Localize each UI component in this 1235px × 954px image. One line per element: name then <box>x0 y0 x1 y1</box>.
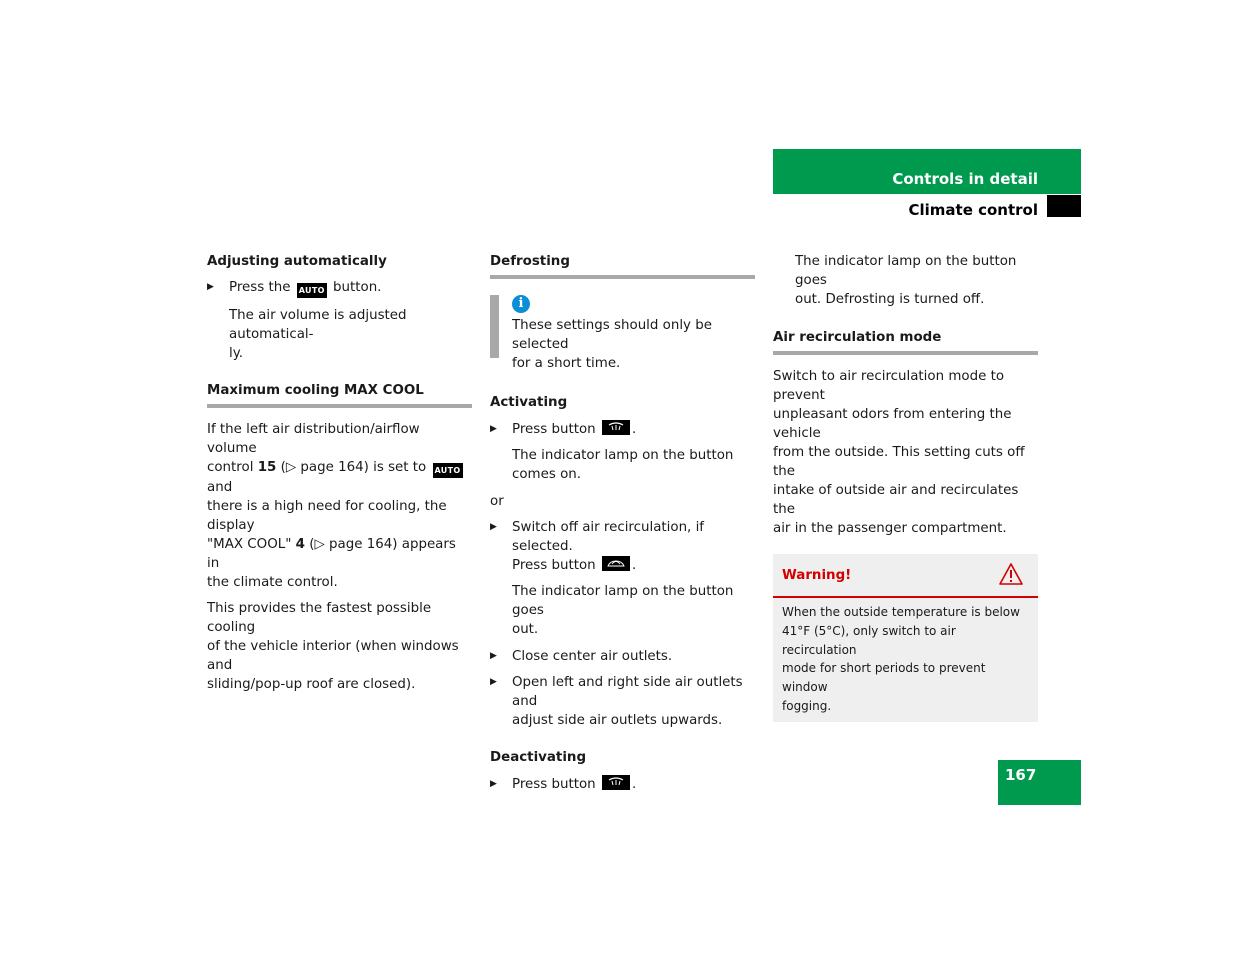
column-middle: Defrosting i These settings should only be selected for a short time. Activating ▶ Press button . The indicator lamp on the button comes on. or ▶ Switch off air recirculation, if selected. Press button . The indicator lamp on the button goes out. ▶ Close center air outlets. ▶ Open left and right side air outlets and adjust side air outlets upwards. Deactivating ▶ Press button . <box>490 252 755 794</box>
info-note: i These settings should only be selected for a short time. <box>490 295 755 373</box>
info-bar <box>490 295 499 358</box>
lamp-out-text: The indicator lamp on the button goes out. Defrosting is turned off. <box>795 254 1017 307</box>
step-press-auto: ▶ Press the AUTO button. <box>207 278 472 298</box>
recirculation-button-icon <box>602 556 630 571</box>
auto-button-icon: AUTO <box>433 463 463 478</box>
heading-adjusting-automatically: Adjusting automatically <box>207 254 387 269</box>
page-number-box <box>998 760 1081 805</box>
fastest-cooling-paragraph: This provides the fastest possible cooling of the vehicle interior (when windows and sliding/pop-up roof are closed). <box>207 601 459 692</box>
column-right <box>773 252 1038 722</box>
step-close-center: ▶ Close center air outlets. <box>490 647 755 666</box>
or-text: or <box>490 494 504 509</box>
subsection-title: Climate control <box>908 201 1038 219</box>
header-tab-marker <box>1047 195 1081 217</box>
step-press-defrost-off: ▶ Press button . <box>490 775 755 794</box>
info-icon: i <box>512 295 530 313</box>
warning-title: Warning! <box>782 568 852 583</box>
section-title: Controls in detail <box>892 170 1038 188</box>
defrost-button-icon <box>602 420 630 435</box>
heading-defrosting: Defrosting <box>490 252 755 279</box>
auto-button-icon: AUTO <box>297 283 327 298</box>
warning-triangle-icon <box>998 562 1024 586</box>
warning-box <box>773 554 1038 722</box>
column-left <box>207 252 472 694</box>
heading-max-cool: Maximum cooling MAX COOL <box>207 381 472 408</box>
defrost-button-icon <box>602 775 630 790</box>
warning-text: When the outside temperature is below 41°F (5°C), only switch to air recirculation mode for short periods to prevent window fogging. <box>782 605 1020 713</box>
max-cool-paragraph: If the left air distribution/airflow volume control 15 (▷ page 164) is set to AUTO and there is a high need for cooling, the display "MAX COOL" 4 (▷ page 164) appears in the climate control. <box>207 420 472 592</box>
heading-activating: Activating <box>490 395 568 410</box>
result-text: The air volume is adjusted automatical- ly. <box>229 308 407 361</box>
step-switch-off-recirc: ▶ Switch off air recirculation, if selected. Press button . <box>490 518 755 575</box>
page-number: 167 <box>1005 766 1037 784</box>
step-open-side: ▶ Open left and right side air outlets and adjust side air outlets upwards. <box>490 673 755 730</box>
step-press-defrost: ▶ Press button . <box>490 420 755 439</box>
heading-air-recirculation: Air recirculation mode <box>773 328 1038 355</box>
recirculation-paragraph: Switch to air recirculation mode to prevent unpleasant odors from entering the vehicle from the outside. This setting cuts off the intake of outside air and recirculates the air in the passenger compartment. <box>773 369 1025 536</box>
heading-deactivating: Deactivating <box>490 750 587 765</box>
